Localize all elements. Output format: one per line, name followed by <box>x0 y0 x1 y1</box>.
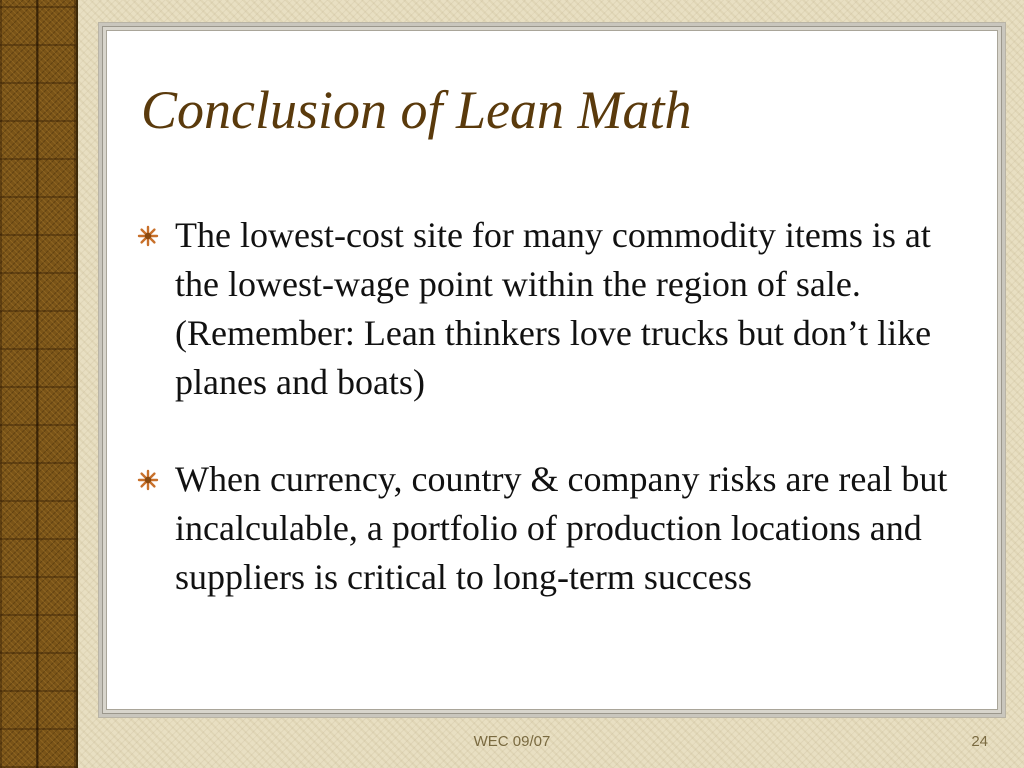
footer-date: WEC 09/07 <box>473 733 551 750</box>
bullet-text: When currency, country & company risks are real but incalculable, a portfolio of production locations and suppliers is critical to long-term success <box>175 459 948 597</box>
bullet-list <box>133 211 983 650</box>
page-number: 24 <box>971 733 988 750</box>
slide-title: Conclusion of Lean Math <box>141 80 692 140</box>
bullet-item <box>133 455 983 602</box>
bullet-text: The lowest-cost site for many commodity items is at the lowest-wage point within the region of sale. (Remember: Lean thinkers love trucks but don’t like planes and boats) <box>175 215 932 402</box>
starburst-bullet-icon <box>137 225 159 247</box>
starburst-bullet-icon <box>137 469 159 491</box>
bullet-item <box>133 211 983 407</box>
slide-content-panel <box>106 30 998 710</box>
decorative-side-strip <box>0 0 78 768</box>
slide-frame <box>98 22 1006 718</box>
